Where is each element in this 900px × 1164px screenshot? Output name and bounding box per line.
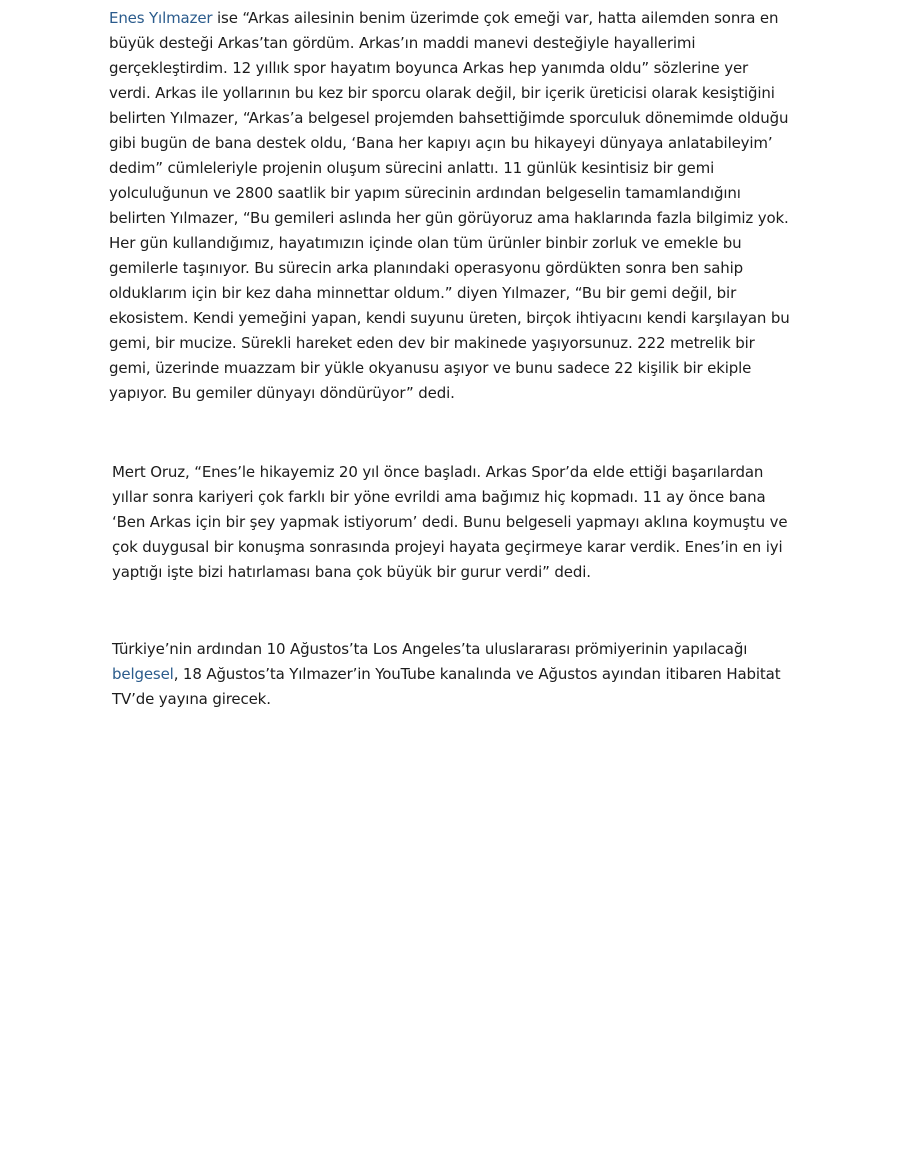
paragraph-1-text: ise “Arkas ailesinin benim üzerimde çok emeği var, hatta ailemden sonra en büyük desteği Arkas’tan gördüm. Arkas’ın maddi manevi desteğiyle hayallerimi gerçekleştirdim. 12 yıllık spor hayatım boyunca Arkas hep yanımda oldu” sözlerine yer verdi. Arkas ile yollarının bu kez bir sporcu olarak değil, bir içerik üreticisi olarak kesiştiğini belirten Yılmazer, “Arkas’a belgesel projemden bahsettiğimde sporculuk dönemimde olduğu gibi bugün de bana destek oldu, ‘Bana her kapıyı açın bu hikayeyi dünyaya anlatabileyim’ dedim” cümleleriyle projenin oluşum sürecini anlattı. 11 günlük kesintisiz bir gemi yolculuğunun ve 2800 saatlik bir yapım sürecinin ardından belgeselin tamamlandığını belirten Yılmazer, “Bu gemileri aslında her gün görüyoruz ama haklarında fazla bilgimiz yok. Her gün kullandığımız, hayatımızın içinde olan tüm ürünler binbir zorluk ve emekle bu gemilerle taşınıyor. Bu sürecin arka planındaki operasyonu gördükten sonra ben sahip olduklarım için bir kez daha minnettar oldum.” diyen Yılmazer, “Bu bir gemi değil, bir ekosistem. Kendi yemeğini yapan, kendi suyunu üreten, birçok ihtiyacını kendi karşılayan bu gemi, bir mucize. Sürekli hareket eden dev bir makinede yaşıyorsunuz. 222 metrelik bir gemi, üzerinde muazzam bir yükle okyanusu aşıyor ve bunu sadece 22 kişilik bir ekiple yapıyor. Bu gemiler dünyayı döndürüyor” dedi. [109, 9, 790, 402]
paragraph-mert-oruz-quote [112, 460, 802, 585]
paragraph-enes-yilmazer-quote [109, 6, 794, 406]
enes-yilmazer-link[interactable]: Enes Yılmazer [109, 9, 213, 27]
paragraph-3-text-after: , 18 Ağustos’ta Yılmazer’in YouTube kanalında ve Ağustos ayından itibaren Habitat TV’de yayına girecek. [112, 665, 781, 708]
paragraph-release-info [112, 637, 792, 712]
paragraph-3-text-before: Türkiye’nin ardından 10 Ağustos’ta Los Angeles’ta uluslararası prömiyerinin yapılacağı [112, 640, 748, 658]
paragraph-2-text: Mert Oruz, “Enes’le hikayemiz 20 yıl önce başladı. Arkas Spor’da elde ettiği başarılardan yıllar sonra kariyeri çok farklı bir yöne evrildi ama bağımız hiç kopmadı. 11 ay önce bana ‘Ben Arkas için bir şey yapmak istiyorum’ dedi. Bunu belgeseli yapmayı aklına koymuştu ve çok duygusal bir konuşma sonrasında projeyi hayata geçirmeye karar verdik. Enes’in en iyi yaptığı işte bizi hatırlaması bana çok büyük bir gurur verdi” dedi. [112, 463, 788, 581]
belgesel-link[interactable]: belgesel [112, 665, 174, 683]
